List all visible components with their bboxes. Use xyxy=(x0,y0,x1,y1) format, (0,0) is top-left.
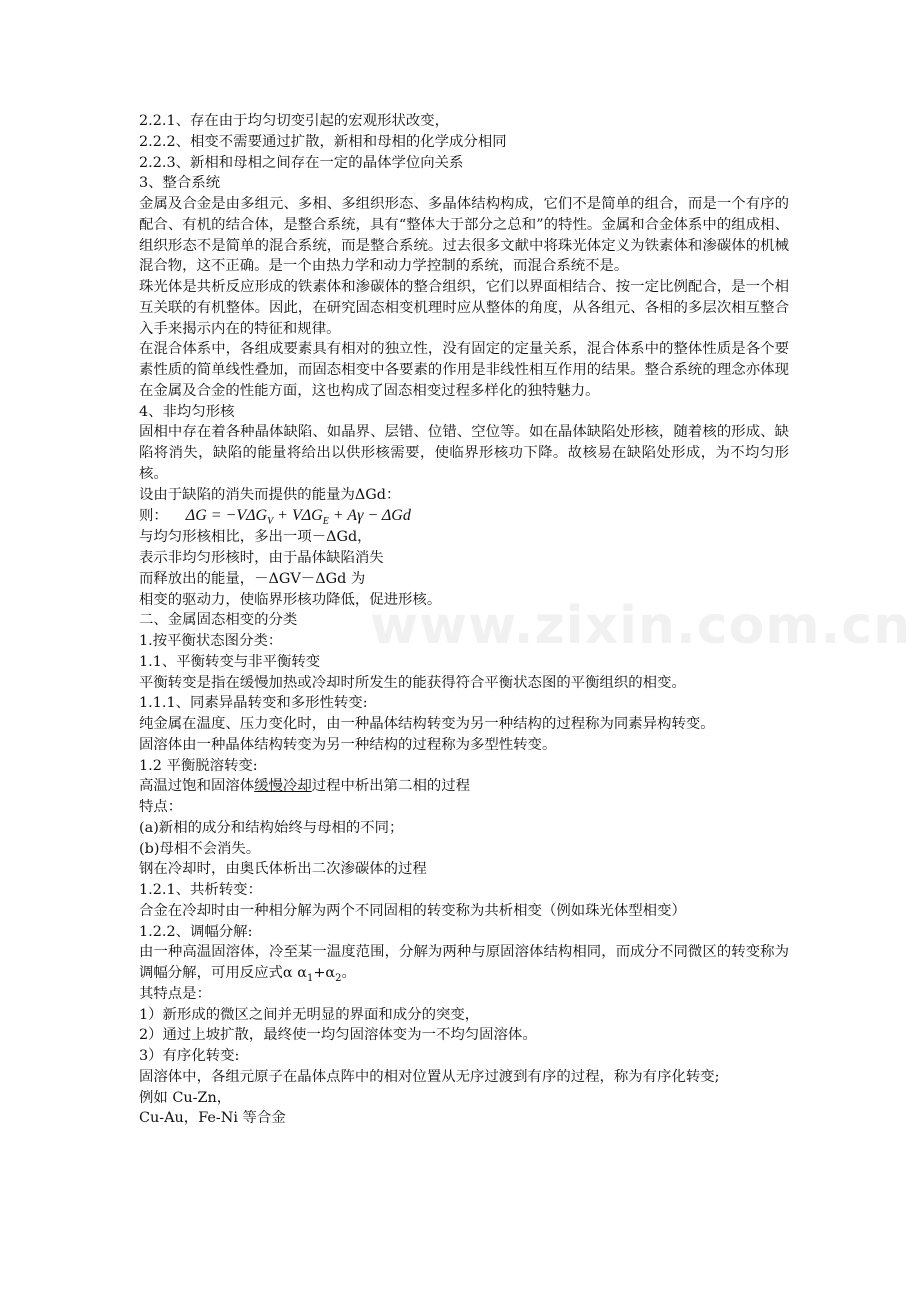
formula xyxy=(185,507,411,528)
text-line: 例如 Cu-Zn， xyxy=(139,1089,232,1106)
text-part: 过程中析出第二相的过程 xyxy=(311,778,471,795)
section-heading: 1.2.1、共析转变： xyxy=(139,882,262,898)
underlined-text: 缓慢冷却 xyxy=(254,778,312,795)
formula-part: ΔG = −VΔG xyxy=(185,507,268,525)
section-heading: 1.1、平衡转变与非平衡转变 xyxy=(139,653,321,670)
text-line: 特点： xyxy=(139,799,183,815)
text-line: 2.2.2、相变不需要通过扩散，新相和母相的化学成分相同 xyxy=(139,133,507,150)
text-part: 由一种高温固溶体，冷至某一温度范围，分解为两种与原固溶体结构相同，而成分不同微区的转变称为调幅分解，可用反应式 xyxy=(139,944,789,981)
text-line: 相变的驱动力，使临界形核功降低，促进形核。 xyxy=(139,591,442,608)
reaction-subscript: 1 xyxy=(306,972,314,984)
reaction-part: α α xyxy=(282,965,307,981)
text-line: (b)母相不会消失。 xyxy=(139,840,261,857)
text-line: 2.2.1、存在由于均匀切变引起的宏观形状改变， xyxy=(139,113,450,129)
paragraph: 固相中存在着各种晶体缺陷、如晶界、层错、位错、空位等。如在晶体缺陷处形核，随着核的形成、缺陷将消失，缺陷的能量将给出以供形核需要，使临界形核功下降。故核易在缺陷处形成，为不均匀形核。 xyxy=(139,424,789,482)
paragraph: 金属及合金是由多组元、多相、多组织形态、多晶体结构构成，它们不是简单的组合，而是一个有序的配合、有机的结合体，是整合系统，具有“整体大于部分之总和”的特性。金属和合金体系中的组成相、组织形态不是简单的混合系统，而是整合系统。过去很多文献中将珠光体定义为铁素体和渗碳体的机械混合物，这不正确。是一个由热力学和动力学控制的系统，而混合系统不是。 xyxy=(139,196,789,275)
text-line: 而释放出的能量，－ΔGV－ΔGd 为 xyxy=(139,570,366,587)
text-line: 2）通过上坡扩散，最终使一均匀固溶体变为一不均匀固溶体。 xyxy=(139,1027,537,1044)
text-line xyxy=(139,776,789,797)
formula-subscript: V xyxy=(267,516,274,528)
text-line: 平衡转变是指在缓慢加热或冷却时所发生的能获得符合平衡状态图的平衡组织的相变。 xyxy=(139,674,686,691)
watermark: www.zixin.com.cn xyxy=(370,596,912,656)
section-heading: 1.2.2、调幅分解: xyxy=(139,923,253,940)
text-line: 纯金属在温度、压力变化时，由一种晶体结构转变为另一种结构的过程称为同素异构转变。 xyxy=(139,716,715,732)
reaction-part: +α xyxy=(313,965,336,981)
section-heading: 4、非均匀形核 xyxy=(139,403,235,420)
section-heading: 1.1.1、同素异晶转变和多形性转变: xyxy=(139,695,368,712)
paragraph xyxy=(139,942,789,984)
document-body xyxy=(139,111,789,1129)
section-heading: 3）有序化转变: xyxy=(139,1048,240,1064)
text-line: 设由于缺陷的消失而提供的能量为ΔGd： xyxy=(139,486,401,503)
section-heading: 1.2 平衡脱溶转变: xyxy=(139,757,258,774)
text-line: 与均匀形核相比，多出一项－ΔGd， xyxy=(139,529,372,546)
text-line: 2.2.3、新相和母相之间存在一定的晶体学位向关系 xyxy=(139,154,464,171)
paragraph: 珠光体是共析反应形成的铁素体和渗碳体的整合组织，它们以界面相结合、按一定比例配合，是一个相互关联的有机整体。因此，在研究固态相变机理时应从整体的角度，从各组元、各相的多层次相互整合入手来揭示内在的特征和规律。 xyxy=(139,279,789,337)
text-line: (a)新相的成分和结构始终与母相的不同； xyxy=(139,819,404,836)
text-line: 固溶体中，各组元原子在晶体点阵中的相对位置从无序过渡到有序的过程，称为有序化转变; xyxy=(139,1068,720,1085)
text-line: 合金在冷却时由一种相分解为两个不同固相的转变称为共析相变（例如珠光体型相变） xyxy=(139,902,686,919)
formula-subscript: E xyxy=(322,516,329,528)
text-line: 钢在冷却时，由奥氏体析出二次渗碳体的过程 xyxy=(139,861,427,878)
text-line: 1）新形成的微区之间并无明显的界面和成分的突变， xyxy=(139,1006,480,1023)
formula-line xyxy=(139,505,789,527)
formula-part: + VΔG xyxy=(273,507,323,525)
reaction xyxy=(282,965,342,984)
text-part: 。 xyxy=(341,965,356,981)
paragraph: 在混合体系中，各组成要素具有相对的独立性，没有固定的定量关系，混合体系中的整体性质是各个要素性质的简单线性叠加，而固态相变中各要素的作用是非线性相互作用的结果。整合系统的理念亦体现在金属及合金的性能方面，这也构成了固态相变过程多样化的独特魅力。 xyxy=(139,341,789,399)
text-part: 高温过饱和固溶体 xyxy=(139,778,255,795)
text-line: 固溶体由一种晶体结构转变为另一种结构的过程称为多型性转变。 xyxy=(139,736,557,753)
section-heading: 1.按平衡状态图分类： xyxy=(139,633,283,649)
formula-label: 则： xyxy=(139,508,168,525)
section-heading: 3、整合系统 xyxy=(139,175,221,192)
text-line: 其特点是： xyxy=(139,985,211,1002)
section-heading: 二、金属固态相变的分类 xyxy=(139,612,298,629)
formula-part: + Aγ − ΔGd xyxy=(328,507,411,525)
text-line: Cu-Au，Fe-Ni 等合金 xyxy=(139,1110,286,1127)
text-line: 表示非均匀形核时，由于晶体缺陷消失 xyxy=(139,550,384,566)
reaction-subscript: 2 xyxy=(335,972,342,984)
